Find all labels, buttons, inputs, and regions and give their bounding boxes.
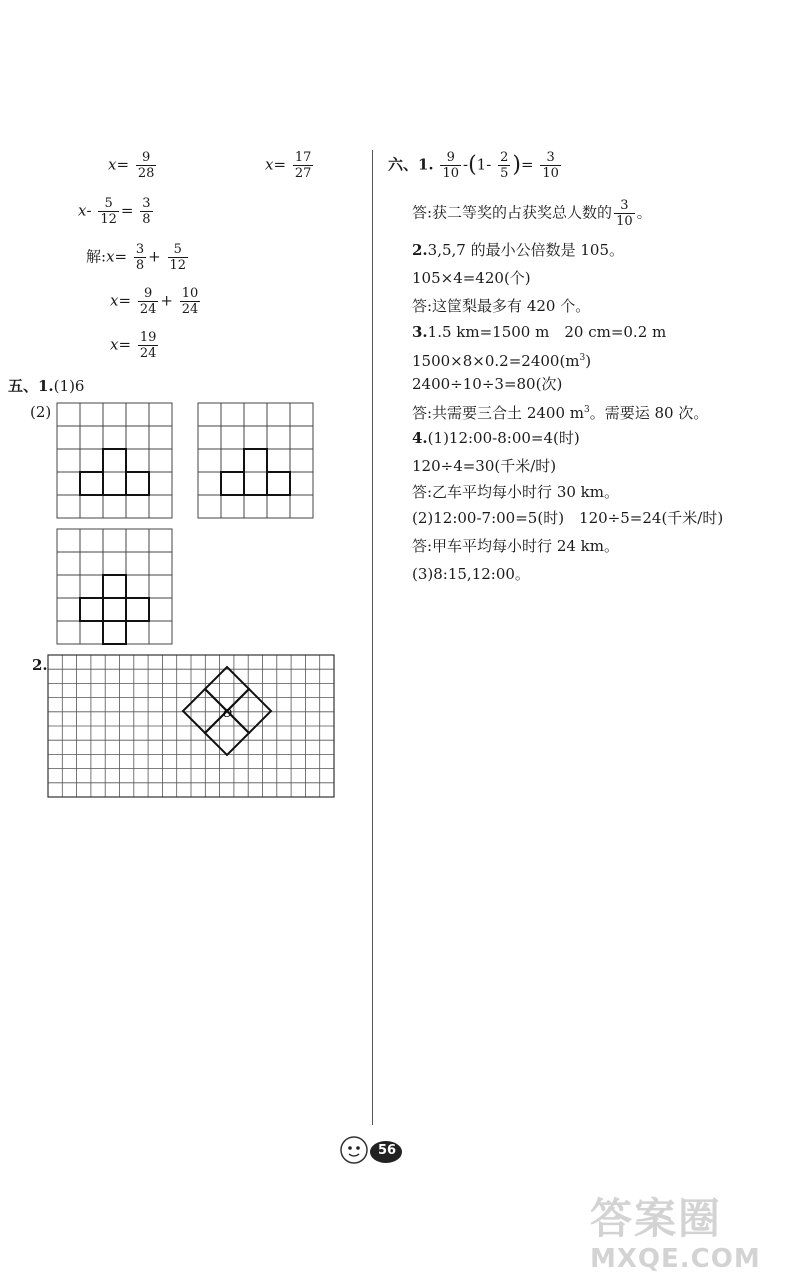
fraction	[293, 150, 314, 181]
fraction	[440, 150, 461, 181]
superscript: 3	[579, 353, 586, 363]
numerator: 9	[143, 286, 153, 301]
equals-sign: =	[118, 291, 132, 310]
equation-4	[86, 242, 190, 273]
fraction	[540, 150, 561, 181]
equals-sign: =	[520, 155, 534, 174]
part-2-label: (2)	[30, 403, 52, 421]
close-paren: )	[512, 152, 521, 178]
numerator: 17	[294, 150, 312, 165]
minus-sign: -	[463, 155, 469, 174]
equals-sign: =	[120, 201, 134, 220]
numerator: 3	[620, 198, 629, 213]
numerator: 3	[546, 150, 555, 165]
equation-6	[110, 330, 160, 361]
question-label: 2.	[412, 241, 428, 259]
numerator: 2	[500, 150, 509, 165]
page-number-badge	[338, 1132, 404, 1168]
numerator: 3	[135, 242, 145, 257]
fraction	[134, 242, 146, 273]
answer-text: 3,5,7 的最小公倍数是 105。	[427, 241, 625, 259]
fraction	[180, 286, 201, 317]
watermark-logo	[590, 1195, 795, 1280]
question-label: 4.	[412, 429, 428, 447]
answer-text: )	[585, 352, 592, 370]
fraction	[140, 196, 152, 227]
denominator: 8	[142, 212, 151, 227]
plus-sign: +	[148, 247, 161, 266]
q4-line-1	[412, 428, 580, 448]
denominator: 12	[169, 258, 187, 273]
denominator: 24	[139, 302, 157, 317]
superscript: 3	[584, 405, 590, 415]
q3-line-3: 2400÷10÷3=80(次)	[412, 375, 563, 393]
equation-3	[78, 196, 155, 227]
plus-sign: +	[160, 291, 173, 310]
fraction	[138, 330, 159, 361]
equals-sign: =	[118, 335, 132, 354]
equation-2	[265, 150, 315, 181]
answer-text: 1.5 km=1500 m 20 cm=0.2 m	[427, 323, 667, 341]
equals-sign: =	[116, 155, 130, 174]
q4-line-4: (2)12:00-7:00=5(时) 120÷5=24(千米/时)	[412, 509, 724, 527]
solution-prefix: 解:	[86, 247, 107, 266]
section-label: 五、1.	[8, 377, 54, 395]
denominator: 10	[542, 166, 559, 181]
answer-text: 答:获二等奖的占获奖总人数的	[412, 203, 613, 222]
denominator: 10	[442, 166, 459, 181]
q4-line-5: 答:甲车平均每小时行 24 km。	[412, 537, 619, 555]
fraction	[614, 198, 635, 229]
variable: x	[78, 201, 87, 220]
answer-text: 。需要运 80 次。	[589, 404, 709, 422]
period: 。	[636, 203, 652, 222]
minus-sign: -	[486, 155, 492, 174]
denominator: 28	[137, 166, 155, 181]
numerator: 3	[142, 196, 151, 211]
q2-line-2: 105×4=420(个)	[412, 269, 531, 287]
variable: x	[110, 291, 119, 310]
numerator: 9	[446, 150, 455, 165]
section-5-heading	[8, 376, 84, 396]
equation-5	[110, 286, 202, 317]
q3-line-4	[412, 400, 708, 423]
rotation-grid	[47, 654, 337, 799]
denominator: 5	[500, 166, 509, 181]
numerator: 19	[139, 330, 157, 345]
q3-line-2	[412, 348, 591, 371]
denominator: 24	[139, 346, 157, 361]
grid-figure-c	[56, 528, 174, 646]
equals-sign: =	[114, 247, 128, 266]
watermark-title: 答案圈	[590, 1194, 723, 1243]
answer-text: 1500×8×0.2=2400(m	[412, 352, 580, 370]
variable: x	[106, 247, 115, 266]
variable: x	[265, 155, 274, 174]
denominator: 12	[100, 212, 117, 227]
answer-text: (1)6	[53, 377, 85, 395]
answer-text: (1)12:00-8:00=4(时)	[427, 429, 580, 447]
numerator: 9	[141, 150, 151, 165]
variable: x	[110, 335, 119, 354]
q4-line-2: 120÷4=30(千米/时)	[412, 457, 557, 475]
one: 1	[476, 155, 487, 174]
page-number: 56	[377, 1143, 397, 1158]
grid-figure-b	[197, 402, 315, 520]
column-divider	[372, 150, 373, 1125]
numerator: 5	[173, 242, 182, 257]
question-label: 3.	[412, 323, 428, 341]
denominator: 10	[616, 214, 633, 229]
watermark-url: MXQE.COM	[590, 1244, 761, 1274]
denominator: 8	[135, 258, 145, 273]
open-paren: (	[468, 152, 477, 178]
variable: x	[108, 155, 117, 174]
question-2-label: 2.	[32, 656, 48, 674]
section-label: 六、1.	[388, 155, 434, 174]
q2-line-1	[412, 240, 624, 260]
plus-shape	[80, 575, 149, 644]
fraction	[98, 196, 119, 227]
fraction	[136, 150, 157, 181]
q4-line-6: (3)8:15,12:00。	[412, 565, 530, 583]
grid-figure-a	[56, 402, 174, 520]
section-6-q1	[388, 150, 563, 181]
q4-line-3: 答:乙车平均每小时行 30 km。	[412, 483, 619, 501]
numerator: 10	[181, 286, 199, 301]
fraction	[168, 242, 189, 273]
q2-line-3: 答:这筐梨最多有 420 个。	[412, 297, 591, 315]
q1-answer	[412, 198, 652, 229]
minus-sign: -	[86, 201, 92, 220]
equation-1	[108, 150, 158, 181]
answer-text: 答:共需要三合土 2400 m	[412, 404, 584, 422]
equals-sign: =	[273, 155, 287, 174]
fraction	[498, 150, 510, 181]
numerator: 5	[104, 196, 113, 211]
point-label: O	[223, 707, 233, 720]
denominator: 24	[181, 302, 199, 317]
q3-line-1	[412, 322, 666, 342]
fraction	[138, 286, 159, 317]
denominator: 27	[294, 166, 312, 181]
